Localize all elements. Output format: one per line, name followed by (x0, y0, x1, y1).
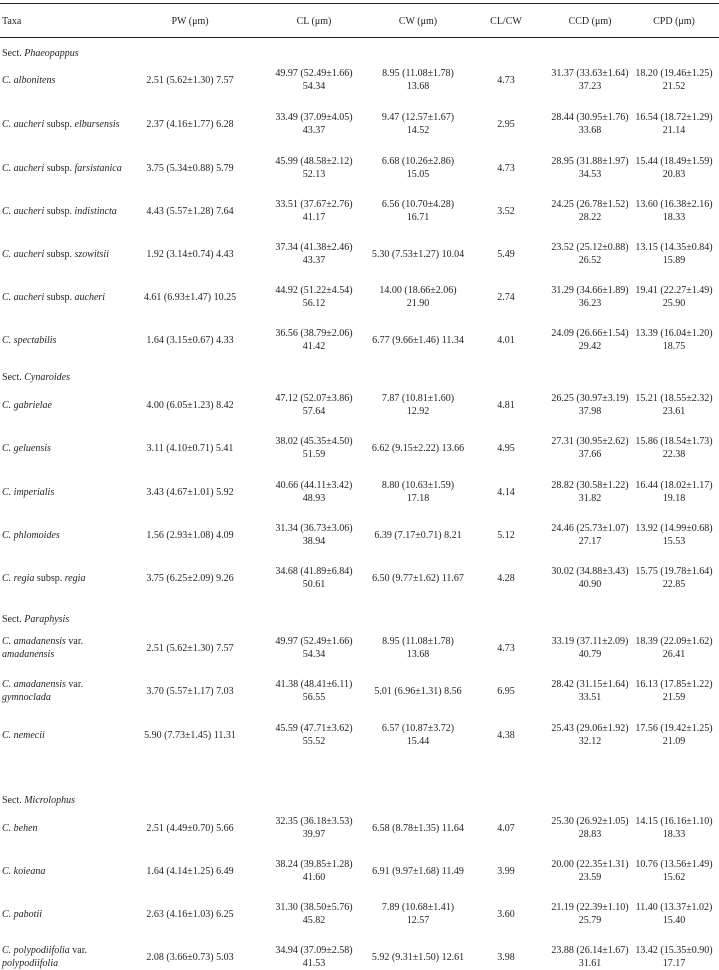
cell-clcw: 4.28 (497, 573, 515, 584)
cell-clcw: 4.01 (497, 335, 515, 346)
taxon-genus: C. (2, 573, 14, 584)
cell-cpd: 19.41 (22.27±1.49) (635, 285, 713, 296)
cell-ccd: 28.44 (30.95±1.76) (551, 112, 629, 123)
cell-clcw: 4.81 (497, 400, 515, 411)
taxon-genus: C. (2, 866, 14, 877)
taxon-epithet: nemecii (13, 730, 45, 741)
taxon-epithet: spectabilis (13, 335, 57, 346)
cell-cpd: 15.75 (19.78±1.64) (635, 566, 713, 577)
cell-cw: 6.58 (8.78±1.35) 11.64 (372, 823, 464, 834)
cell-cl: 47.12 (52.07±3.86) (275, 393, 353, 404)
taxon-genus: C. (2, 249, 14, 260)
taxon-infra-line2: amadanensis (2, 649, 55, 660)
cell-cw-max: 15.44 (406, 736, 430, 747)
cell-ccd: 20.00 (22.35±1.31) (551, 859, 629, 870)
cell-clcw: 4.73 (497, 643, 515, 654)
cell-ccd: 24.25 (26.78±1.52) (551, 199, 629, 210)
taxon-epithet: behen (13, 823, 38, 834)
cell-cl-max: 56.55 (302, 692, 326, 703)
cell-pw: 2.63 (4.16±1.03) 6.25 (146, 909, 234, 920)
cell-pw: 1.64 (4.14±1.25) 6.49 (146, 866, 234, 877)
cell-cl: 45.59 (47.71±3.62) (275, 723, 353, 734)
cell-cw: 8.95 (11.08±1.78) (382, 68, 454, 79)
cell-ccd-max: 23.59 (578, 872, 602, 883)
cell-cl-max: 43.37 (302, 255, 326, 266)
section-prefix: Sect. (2, 795, 25, 806)
cell-cl: 31.30 (38.50±5.76) (275, 902, 353, 913)
cell-clcw: 2.74 (497, 292, 515, 303)
cell-cpd-max: 22.85 (662, 579, 686, 590)
cell-pw: 2.37 (4.16±1.77) 6.28 (146, 119, 234, 130)
taxon-infra: regia (64, 573, 86, 584)
taxon-genus: C. (2, 679, 14, 690)
cell-cw: 6.77 (9.66±1.46) 11.34 (372, 335, 464, 346)
cell-ccd-max: 36.23 (578, 298, 602, 309)
cell-clcw: 4.38 (497, 730, 515, 741)
cell-cw-max: 16.71 (406, 212, 430, 223)
taxon-rank: subsp. (34, 573, 65, 584)
header-rule (0, 37, 719, 38)
cell-cl-max: 55.52 (302, 736, 326, 747)
cell-cpd: 16.44 (18.02±1.17) (635, 480, 713, 491)
cell-cpd-max: 21.59 (662, 692, 686, 703)
cell-cl: 37.34 (41.38±2.46) (275, 242, 353, 253)
header-pw: PW (μm) (171, 16, 209, 27)
cell-cl-max: 50.61 (302, 579, 326, 590)
cell-ccd: 30.02 (34.88±3.43) (551, 566, 629, 577)
section-title (2, 794, 202, 807)
cell-cl-max: 51.59 (302, 449, 326, 460)
cell-cw-max: 17.18 (406, 493, 430, 504)
section-prefix: Sect. (2, 48, 25, 59)
cell-cl: 49.97 (52.49±1.66) (275, 636, 353, 647)
cell-cw: 6.57 (10.87±3.72) (381, 723, 455, 734)
cell-cpd-max: 21.09 (662, 736, 686, 747)
section-name: Cynaroides (24, 372, 70, 383)
taxon-genus: C. (2, 636, 14, 647)
cell-clcw: 3.52 (497, 206, 515, 217)
cell-pw: 5.90 (7.73±1.45) 11.31 (144, 730, 236, 741)
cell-cpd: 16.54 (18.72±1.29) (635, 112, 713, 123)
cell-pw: 4.61 (6.93±1.47) 10.25 (143, 292, 237, 303)
cell-cw: 6.50 (9.77±1.62) 11.67 (372, 573, 464, 584)
cell-ccd: 25.30 (26.92±1.05) (551, 816, 629, 827)
cell-ccd-max: 37.66 (578, 449, 602, 460)
cell-cpd: 13.42 (15.35±0.90) (635, 945, 713, 956)
cell-cl: 31.34 (36.73±3.06) (275, 523, 353, 534)
cell-clcw: 3.98 (497, 952, 515, 963)
cell-cw: 6.56 (10.70±4.28) (381, 199, 455, 210)
cell-ccd: 28.42 (31.15±1.64) (551, 679, 629, 690)
taxon-genus: C. (2, 730, 14, 741)
taxon-epithet: aucheri (13, 119, 45, 130)
taxon-genus: C. (2, 400, 14, 411)
taxon-infra: indistincta (74, 206, 117, 217)
cell-cl: 40.66 (44.11±3.42) (275, 480, 353, 491)
cell-clcw: 3.99 (497, 866, 515, 877)
taxon-epithet: albonitens (13, 75, 56, 86)
taxon-genus: C. (2, 206, 14, 217)
cell-cl: 36.56 (38.79±2.06) (275, 328, 353, 339)
cell-cw: 7.89 (10.68±1.41) (381, 902, 455, 913)
header-cl: CL (μm) (296, 16, 332, 27)
cell-cl-max: 52.13 (302, 169, 326, 180)
taxon-epithet: imperialis (13, 487, 55, 498)
cell-cpd: 15.86 (18.54±1.73) (635, 436, 713, 447)
taxon-genus: C. (2, 530, 14, 541)
taxon-infra: elbursensis (74, 119, 120, 130)
taxon-genus: C. (2, 292, 14, 303)
cell-cpd: 16.13 (17.85±1.22) (635, 679, 713, 690)
top-rule (0, 3, 719, 4)
cell-cpd-max: 21.52 (662, 81, 686, 92)
cell-cw-max: 13.68 (406, 81, 430, 92)
cell-cpd: 15.44 (18.49±1.59) (635, 156, 713, 167)
cell-ccd-max: 28.22 (578, 212, 602, 223)
taxon-epithet: geluensis (13, 443, 51, 454)
cell-cpd-max: 20.83 (662, 169, 686, 180)
cell-cw-max: 14.52 (406, 125, 430, 136)
taxon-rank: var. (65, 636, 84, 647)
cell-ccd-max: 25.79 (578, 915, 602, 926)
taxon-infra: farsistanica (74, 163, 122, 174)
cell-cl-max: 45.82 (302, 915, 326, 926)
cell-ccd-max: 31.61 (578, 958, 602, 969)
cell-pw: 1.92 (3.14±0.74) 4.43 (146, 249, 234, 260)
cell-cw: 8.80 (10.63±1.59) (381, 480, 455, 491)
cell-cl: 38.02 (45.35±4.50) (275, 436, 353, 447)
cell-ccd-max: 32.12 (578, 736, 602, 747)
cell-pw: 2.08 (3.66±0.73) 5.03 (146, 952, 234, 963)
cell-ccd: 33.19 (37.11±2.09) (551, 636, 629, 647)
taxon-genus: C. (2, 163, 14, 174)
cell-cpd-max: 18.33 (662, 212, 686, 223)
cell-cpd-max: 23.61 (662, 406, 686, 417)
cell-cw: 14.00 (18.66±2.06) (379, 285, 457, 296)
cell-ccd: 24.09 (26.66±1.54) (551, 328, 629, 339)
cell-cpd-max: 18.75 (662, 341, 686, 352)
cell-cl-max: 56.12 (302, 298, 326, 309)
cell-cpd: 13.60 (16.38±2.16) (635, 199, 713, 210)
cell-cl: 38.24 (39.85±1.28) (275, 859, 353, 870)
cell-cpd: 13.39 (16.04±1.20) (635, 328, 713, 339)
cell-ccd-max: 37.98 (578, 406, 602, 417)
header-ccd: CCD (μm) (568, 16, 612, 27)
cell-cpd: 14.15 (16.16±1.10) (635, 816, 713, 827)
cell-cpd-max: 17.17 (662, 958, 686, 969)
cell-pw: 3.75 (5.34±0.88) 5.79 (146, 163, 234, 174)
cell-ccd-max: 40.79 (578, 649, 602, 660)
cell-cw: 6.91 (9.97±1.68) 11.49 (372, 866, 464, 877)
taxon-rank: subsp. (44, 249, 75, 260)
cell-ccd: 25.43 (29.06±1.92) (551, 723, 629, 734)
cell-ccd: 21.19 (22.39±1.10) (551, 902, 629, 913)
taxon-epithet: pabotii (13, 909, 43, 920)
header-cw: CW (μm) (398, 16, 438, 27)
cell-cpd-max: 26.41 (662, 649, 686, 660)
cell-cpd: 10.76 (13.56±1.49) (635, 859, 713, 870)
cell-ccd: 24.46 (25.73±1.07) (551, 523, 629, 534)
section-title (2, 47, 202, 60)
taxon-epithet: regia (13, 573, 35, 584)
cell-clcw: 3.60 (497, 909, 515, 920)
cell-pw: 1.64 (3.15±0.67) 4.33 (146, 335, 234, 346)
cell-pw: 3.70 (5.57±1.17) 7.03 (146, 686, 234, 697)
cell-ccd: 27.31 (30.95±2.62) (551, 436, 629, 447)
cell-cpd: 11.40 (13.37±1.02) (635, 902, 713, 913)
cell-pw: 1.56 (2.93±1.08) 4.09 (146, 530, 234, 541)
taxon-epithet: gabrielae (13, 400, 52, 411)
taxon-rank: subsp. (44, 292, 75, 303)
section-name: Phaeopappus (24, 48, 79, 59)
cell-clcw: 4.95 (497, 443, 515, 454)
cell-cl-max: 41.17 (302, 212, 326, 223)
cell-cpd-max: 19.18 (662, 493, 686, 504)
cell-pw: 2.51 (5.62±1.30) 7.57 (146, 75, 234, 86)
cell-ccd: 28.95 (31.88±1.97) (551, 156, 629, 167)
cell-cpd: 17.56 (19.42±1.25) (635, 723, 713, 734)
cell-cl-max: 43.37 (302, 125, 326, 136)
cell-clcw: 4.14 (497, 487, 515, 498)
cell-cw-max: 13.68 (406, 649, 430, 660)
cell-clcw: 2.95 (497, 119, 515, 130)
cell-cl: 34.94 (37.09±2.58) (275, 945, 353, 956)
section-name: Paraphysis (24, 614, 70, 625)
taxon-genus: C. (2, 443, 14, 454)
cell-ccd: 31.29 (34.66±1.89) (551, 285, 629, 296)
taxon-epithet: aucheri (13, 249, 45, 260)
cell-pw: 4.00 (6.05±1.23) 8.42 (146, 400, 234, 411)
taxon-rank: var. (69, 945, 87, 956)
cell-clcw: 4.73 (497, 75, 515, 86)
cell-pw: 3.75 (6.25±2.09) 9.26 (146, 573, 234, 584)
taxon-rank: subsp. (44, 163, 75, 174)
cell-cpd-max: 15.89 (662, 255, 686, 266)
cell-cpd: 18.20 (19.46±1.25) (635, 68, 713, 79)
header-taxa: Taxa (2, 16, 22, 27)
cell-cpd-max: 18.33 (662, 829, 686, 840)
cell-ccd: 31.37 (33.63±1.64) (551, 68, 629, 79)
taxon-genus: C. (2, 119, 14, 130)
cell-cw: 6.62 (9.15±2.22) 13.66 (371, 443, 465, 454)
cell-cl: 32.35 (36.18±3.53) (275, 816, 353, 827)
cell-cw: 6.39 (7.17±0.71) 8.21 (374, 530, 462, 541)
cell-cl-max: 41.42 (302, 341, 326, 352)
cell-cw-max: 12.57 (406, 915, 430, 926)
taxon-epithet: phlomoides (13, 530, 60, 541)
taxon-genus: C. (2, 487, 14, 498)
cell-ccd-max: 34.53 (578, 169, 602, 180)
cell-cpd: 18.39 (22.09±1.62) (635, 636, 713, 647)
cell-cl-max: 57.64 (302, 406, 326, 417)
section-prefix: Sect. (2, 614, 25, 625)
cell-cpd-max: 15.62 (662, 872, 686, 883)
taxon-genus: C. (2, 945, 14, 956)
taxon-rank: subsp. (44, 206, 75, 217)
taxon-epithet: aucheri (13, 292, 45, 303)
cell-cw-max: 15.05 (406, 169, 430, 180)
cell-cl: 33.49 (37.09±4.05) (275, 112, 353, 123)
cell-cl-max: 38.94 (302, 536, 326, 547)
cell-pw: 4.43 (5.57±1.28) 7.64 (146, 206, 234, 217)
cell-ccd-max: 33.68 (578, 125, 602, 136)
taxon-rank: subsp. (44, 119, 75, 130)
cell-cl-max: 54.34 (302, 649, 326, 660)
cell-cl-max: 39.97 (302, 829, 326, 840)
taxon-rank: var. (65, 679, 84, 690)
cell-clcw: 5.12 (497, 530, 515, 541)
cell-cw: 5.92 (9.31±1.50) 12.61 (371, 952, 465, 963)
header-cpd: CPD (μm) (653, 16, 695, 27)
cell-cl: 49.97 (52.49±1.66) (275, 68, 353, 79)
taxon-epithet: amadanensis (13, 636, 66, 647)
section-title (2, 613, 202, 626)
cell-cpd-max: 15.53 (662, 536, 686, 547)
taxon-epithet: amadanensis (13, 679, 66, 690)
section-prefix: Sect. (2, 372, 25, 383)
cell-pw: 2.51 (5.62±1.30) 7.57 (146, 643, 234, 654)
cell-cw-max: 21.90 (406, 298, 430, 309)
header-clcw: CL/CW (490, 16, 522, 27)
cell-cpd-max: 15.40 (662, 915, 686, 926)
cell-cl: 44.92 (51.22±4.54) (275, 285, 353, 296)
taxon-epithet: aucheri (13, 163, 45, 174)
cell-cl: 34.68 (41.89±6.84) (275, 566, 353, 577)
taxon-infra-line2: polypodiifolia (2, 958, 59, 969)
section-title (2, 371, 202, 384)
taxon-genus: C. (2, 75, 14, 86)
cell-ccd: 28.82 (30.58±1.22) (551, 480, 629, 491)
taxon-infra: aucheri (74, 292, 106, 303)
taxon-infra-line2: gymnoclada (2, 692, 51, 703)
cell-ccd-max: 33.51 (578, 692, 602, 703)
cell-cw-max: 12.92 (406, 406, 430, 417)
cell-ccd-max: 37.23 (578, 81, 602, 92)
cell-cl: 41.38 (48.41±6.11) (275, 679, 353, 690)
cell-ccd-max: 27.17 (578, 536, 602, 547)
cell-ccd-max: 31.82 (578, 493, 602, 504)
taxon-genus: C. (2, 909, 14, 920)
cell-cw: 5.30 (7.53±1.27) 10.04 (371, 249, 465, 260)
cell-clcw: 6.95 (497, 686, 515, 697)
taxon-infra: szowitsii (74, 249, 109, 260)
cell-ccd: 23.88 (26.14±1.67) (551, 945, 629, 956)
cell-cl-max: 41.60 (302, 872, 326, 883)
cell-cw: 6.68 (10.26±2.86) (381, 156, 455, 167)
cell-ccd-max: 28.83 (578, 829, 602, 840)
cell-cl: 33.51 (37.67±2.76) (275, 199, 353, 210)
cell-cpd: 15.21 (18.55±2.32) (635, 393, 713, 404)
cell-ccd-max: 26.52 (578, 255, 602, 266)
cell-cw: 7.87 (10.81±1.60) (381, 393, 455, 404)
taxon-genus: C. (2, 823, 14, 834)
cell-clcw: 4.73 (497, 163, 515, 174)
cell-cpd-max: 21.14 (662, 125, 686, 136)
cell-cl-max: 41.53 (302, 958, 326, 969)
cell-cw: 8.95 (11.08±1.78) (382, 636, 454, 647)
cell-cw: 5.01 (6.96±1.31) 8.56 (374, 686, 462, 697)
cell-cpd: 13.92 (14.99±0.68) (635, 523, 713, 534)
cell-ccd-max: 29.42 (578, 341, 602, 352)
cell-cl-max: 54.34 (302, 81, 326, 92)
taxon-epithet: aucheri (13, 206, 45, 217)
cell-cl-max: 48.93 (302, 493, 326, 504)
cell-pw: 3.43 (4.67±1.01) 5.92 (146, 487, 234, 498)
cell-cpd-max: 25.90 (662, 298, 686, 309)
cell-clcw: 4.07 (497, 823, 515, 834)
cell-cpd-max: 22.38 (662, 449, 686, 460)
cell-pw: 2.51 (4.49±0.70) 5.66 (146, 823, 234, 834)
cell-cw: 9.47 (12.57±1.67) (381, 112, 455, 123)
cell-cl: 45.99 (48.58±2.12) (275, 156, 353, 167)
taxon-genus: C. (2, 335, 14, 346)
cell-ccd: 26.25 (30.97±3.19) (551, 393, 629, 404)
cell-cpd: 13.15 (14.35±0.84) (635, 242, 713, 253)
taxon-epithet: polypodiifolia (13, 945, 70, 956)
cell-ccd: 23.52 (25.12±0.88) (551, 242, 629, 253)
cell-pw: 3.11 (4.10±0.71) 5.41 (146, 443, 234, 454)
section-name: Microlophus (24, 795, 75, 806)
cell-ccd-max: 40.90 (578, 579, 602, 590)
taxon-epithet: koieana (13, 866, 46, 877)
cell-clcw: 5.49 (497, 249, 515, 260)
